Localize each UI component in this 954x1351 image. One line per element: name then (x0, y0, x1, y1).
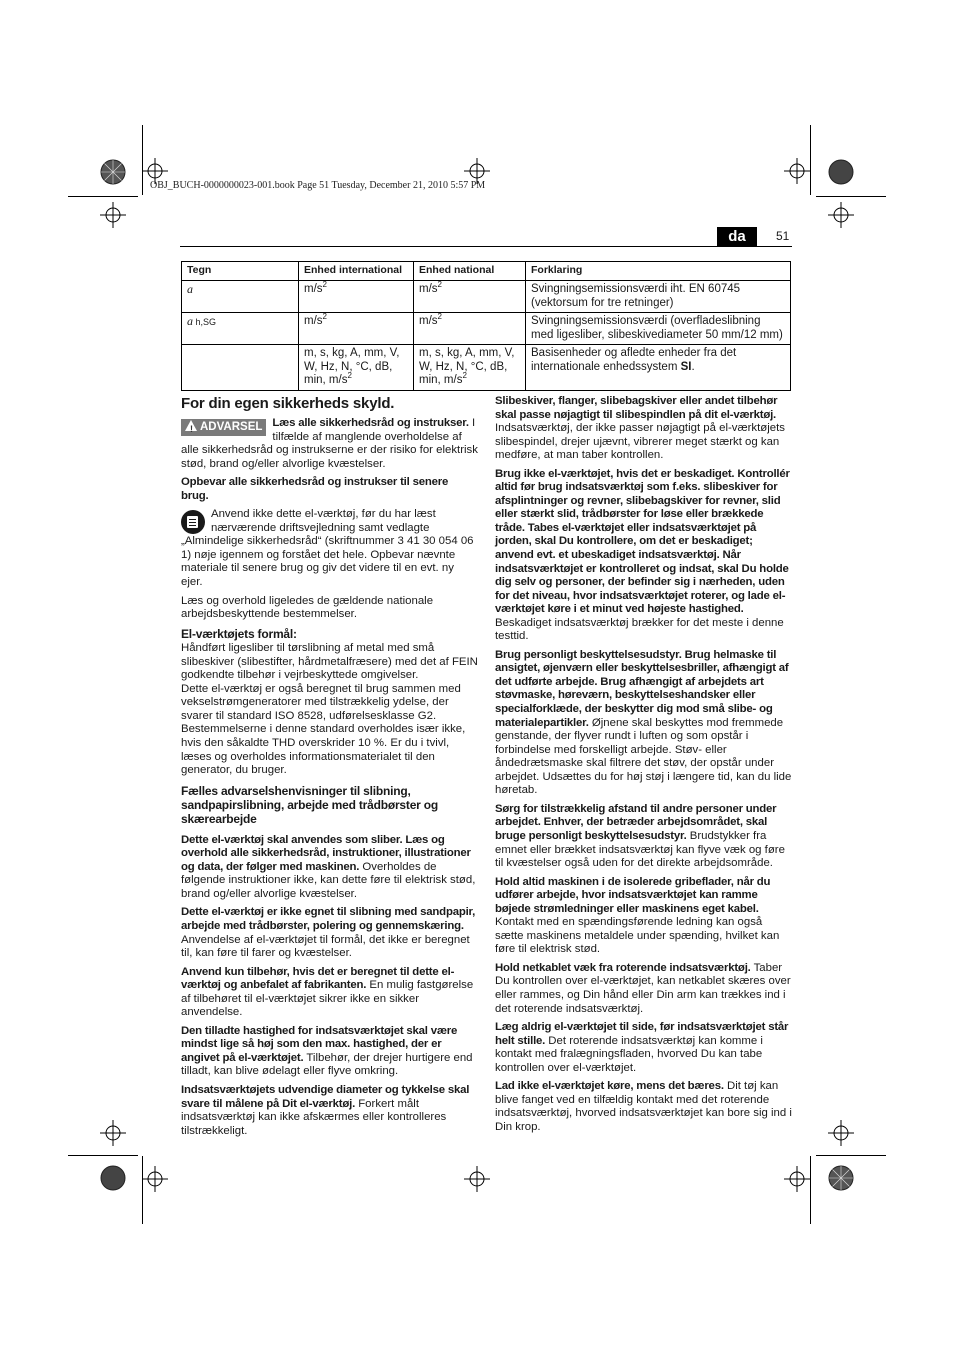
manual-paragraph: Anvend ikke dette el-værktøj, før du har læst nærværende driftsvejledning samt vedlagte „Almindelige sikkerhedsråd“ (skriftnummer 3 41 30 054 06 1) nøje igennem og forstået det hele. Opbevar nævnte materiale til senere brug og giv det videre til en evt. ny ejer. (181, 508, 474, 589)
language-badge: da (717, 227, 757, 246)
symbol-cell: a h,SG (182, 313, 299, 345)
safety-item: Dette el-værktøj skal anvendes som sliber. Læs og overhold alle sikkerhedsråd, instruktioner, illustrationer og data, der følger med maskinen. Overholdes de følgende instruktioner ikke, kan dette føre til elektrisk stød, brand og/eller alvorlige kvæstelser. (181, 833, 476, 900)
warning-triangle-icon: ! (185, 420, 197, 431)
safety-item: Den tilladte hastighed for indsatsværktøjet skal være mindst lige så høj som den max. hastighed, der er angivet på el-værktøjet. Tilbehør, der drejer hurtigere end tilladt, kan blive ødelagt eller flyve omkring. (181, 1024, 473, 1078)
explanation-cell: Basisenheder og afledte enheder fra det internationale enhedssystem SI. (526, 345, 791, 391)
color-target-icon (100, 1165, 126, 1191)
table-row (182, 313, 791, 345)
safety-item: Sørg for tilstrækkelig afstand til andre personer under arbejdet. Enhver, der betræder arbejdsområdet, skal bruge personligt beskyttelsesudstyr. Brudstykker fra emnet eller brækket indsatsværktøj kan flyve væk og føre til kvæstelser også uden for det direkte arbejdsområde. (495, 802, 785, 870)
keep-instructions: Opbevar alle sikkerhedsråd og instrukser til senere brug. (181, 476, 449, 502)
color-target-icon (828, 159, 854, 185)
left-column (181, 395, 478, 1143)
safety-item: Læg aldrig el-værktøjet til side, før indsatsværktøjet står helt stille. Det roterende indsatsværktøj kan komme i kontakt med fralægningsfladen, hvorved Du kan tabe kontrollen over el-værktøjet. (495, 1021, 789, 1074)
symbol-cell (182, 345, 299, 391)
warning-paragraph: ! ADVARSEL Læs alle sikkerhedsråd og instrukser. I tilfælde af manglende overholdelse af alle sikkerhedsråd og instrukserne er der risiko for elektrisk stød, brand og/eller alvorlige kvæstelser. (181, 417, 478, 470)
safety-item: Brug personligt beskyttelsesudstyr. Brug helmaske til ansigtet, øjenværn eller beskyttelsesbriller, afhængigt af det udførte arbejde. Brug afhængigt af arbejdets art støvmaske, høreværn, beskyttelseshandsker eller specialforklæde, der beskytter dig mod små slibe- og materialepartikler. Øjnene skal beskyttes mod fremmede genstande, der flyver rundt i luften og som opstår i forbindelse med forskelligt arbejde. Støv- eller åndedrætsmaske skal filtrere det støv, der opstår under arbejdet. Udsættes du for høj støj i længere tid, kan du lide høretab. (495, 648, 792, 797)
crosshair-icon (828, 1120, 854, 1146)
table-header: Enhed international (299, 262, 414, 281)
right-column (495, 395, 792, 1139)
table-header: Forklaring (526, 262, 791, 281)
units-table (181, 261, 791, 391)
table-header: Enhed national (414, 262, 526, 281)
national-unit-cell: $m/s^2$ (414, 313, 526, 345)
crosshair-icon (142, 1166, 168, 1192)
crosshair-icon (784, 158, 810, 184)
color-target-icon (100, 159, 126, 185)
table-row (182, 345, 791, 391)
safety-item: Dette el-værktøj er ikke egnet til slibning med sandpapir, arbejde med trådbørster, polering og gennemskæring. Anvendelse af el-værktøjet til formål, det ikke er beregnet til, kan føre til farer og kvæstelser. (181, 906, 476, 960)
safety-item: Hold altid maskinen i de isolerede gribeflader, når du udfører arbejde, hvor indsatsværktøjet kan ramme bøjede strømledninger eller maskinens eget kabel. Kontakt med en spændingsførende ledning kan også sætte maskinens metaldele under spænding, hvilket kan føre til elektrisk stød. (495, 875, 780, 956)
safety-item: Indsatsværktøjets udvendige diameter og tykkelse skal svare til målene på Dit el-værktøj. Forkert målt indsatsværktøj kan ikke afskærmes eller kontrolleres tilstrækkeligt. (181, 1083, 470, 1137)
header-rule (180, 246, 792, 247)
explanation-cell: Svingningsemissionsværdi (overfladeslibning med ligesliber, slibeskivediameter 50 mm/12 mm) (526, 313, 791, 345)
table-header-row (182, 262, 791, 281)
safety-item: Lad ikke el-værktøjet køre, mens det bæres. Dit tøj kan blive fanget ved en tilfældig kontakt med det roterende indsatsværktøj, hvorved indsatsværktøjet kan bore sig ind i Din krop. (495, 1080, 792, 1133)
safety-item: Hold netkablet væk fra roterende indsatsværktøj. Taber Du kontrollen over el-værktøjet, kan netkablet skæres over eller rammes, og Din hånd eller Din arm kan trækkes ind i det roterende indsatsværktøj. (495, 961, 791, 1015)
national-regulations: Læs og overhold ligeledes de gældende nationale arbejdsbeskyttende bestemmelser. (181, 594, 434, 621)
crosshair-icon (464, 1166, 490, 1192)
crosshair-icon (784, 1166, 810, 1192)
table-row (182, 281, 791, 313)
table-header: Tegn (182, 262, 299, 281)
national-unit-cell: m, s, kg, A, mm, V, W, Hz, N, °C, dB, min, $m/s^2$ (414, 345, 526, 391)
crosshair-icon (100, 1120, 126, 1146)
purpose-paragraph: Håndført ligesliber til tørslibning af metal med små slibeskiver (slibestifter, hårdmetalfræsere) med det af FEIN godkendte tilbehør i vejrbeskyttede omgivelser. (181, 642, 478, 682)
safety-item: Brug ikke el-værktøjet, hvis det er beskadiget. Kontrollér altid før brug indsatsværktøj som f.eks. slibeskiver for afsplintninger og revner, slibebagskiver for revner, slid eller stærkt slid, trådbørster for løse eller brækkede tråde. Tabes el-værktøjet eller indsatsværktøjet på jorden, skal Du kontrollere, om det er beskadiget; anvend evt. et ubeskadiget indsatsværktøj. Når indsatsværktøjet er kontrolleret og indsat, skal Du holde dig selv og personer, der befinder sig i nærheden, uden for det niveau, hvor indsatsværktøjet roterer, og lade el-værktøjet køre i et minut ved højeste hastighed. Beskadiget indsatsværktøj brækker for det meste i denne testtid. (495, 467, 790, 643)
read-manual-icon (181, 510, 205, 534)
purpose-paragraph: Dette el-værktøj er også beregnet til brug sammen med vekselstrømgeneratorer med tilstrækkelig ydelse, der svarer til standard ISO 8528, udførelsesklasse G2. Bestemmelserne i denne standard overholdes især ikke, hvis den såkaldte THD overskrider 10 %. Er du i tvivl, læses og overholdes informationsmaterialet til den generator, du bruger. (181, 682, 466, 777)
intl-unit-cell: m, s, kg, A, mm, V, W, Hz, N, °C, dB, min, $m/s^2$ (299, 345, 414, 391)
crosshair-icon (828, 202, 854, 228)
intl-unit-cell: $m/s^2$ (299, 281, 414, 313)
page-number: 51 (776, 229, 790, 243)
explanation-cell: Svingningsemissionsværdi iht. EN 60745 (vektorsum for tre retninger) (526, 281, 791, 313)
warning-badge: ! ADVARSEL (181, 419, 266, 436)
national-unit-cell: $m/s^2$ (414, 281, 526, 313)
symbol-cell: a (182, 281, 299, 313)
safety-item: Slibeskiver, flanger, slibebagskiver eller andet tilbehør skal passe nøjagtigt til slibespindlen på dit el-værktøj. Indsatsværktøj, der ikke passer nøjagtigt på el-værktøjets slibespindel, drejer ujævnt, vibrerer meget stærkt og kan medføre, at man taber kontrollen. (495, 395, 785, 462)
book-info-line: OBJ_BUCH-0000000023-001.book Page 51 Tuesday, December 21, 2010 5:57 PM (150, 180, 486, 191)
common-warnings-heading: Fælles advarselshenvisninger til slibning, sandpapirslibning, arbejde med trådbørster og skærearbejde (181, 783, 439, 826)
section-title: For din egen sikkerheds skyld. (181, 395, 395, 412)
safety-item: Anvend kun tilbehør, hvis det er beregnet til dette el-værktøj og anbefalet af fabrikanten. En mulig fastgørelse af tilbehøret til el-værktøjet sikrer ikke en sikker anvendelse. (181, 965, 474, 1019)
intl-unit-cell: $m/s^2$ (299, 313, 414, 345)
color-target-icon (828, 1165, 854, 1191)
purpose-heading: El-værktøjets formål: (181, 626, 297, 641)
crosshair-icon (100, 202, 126, 228)
